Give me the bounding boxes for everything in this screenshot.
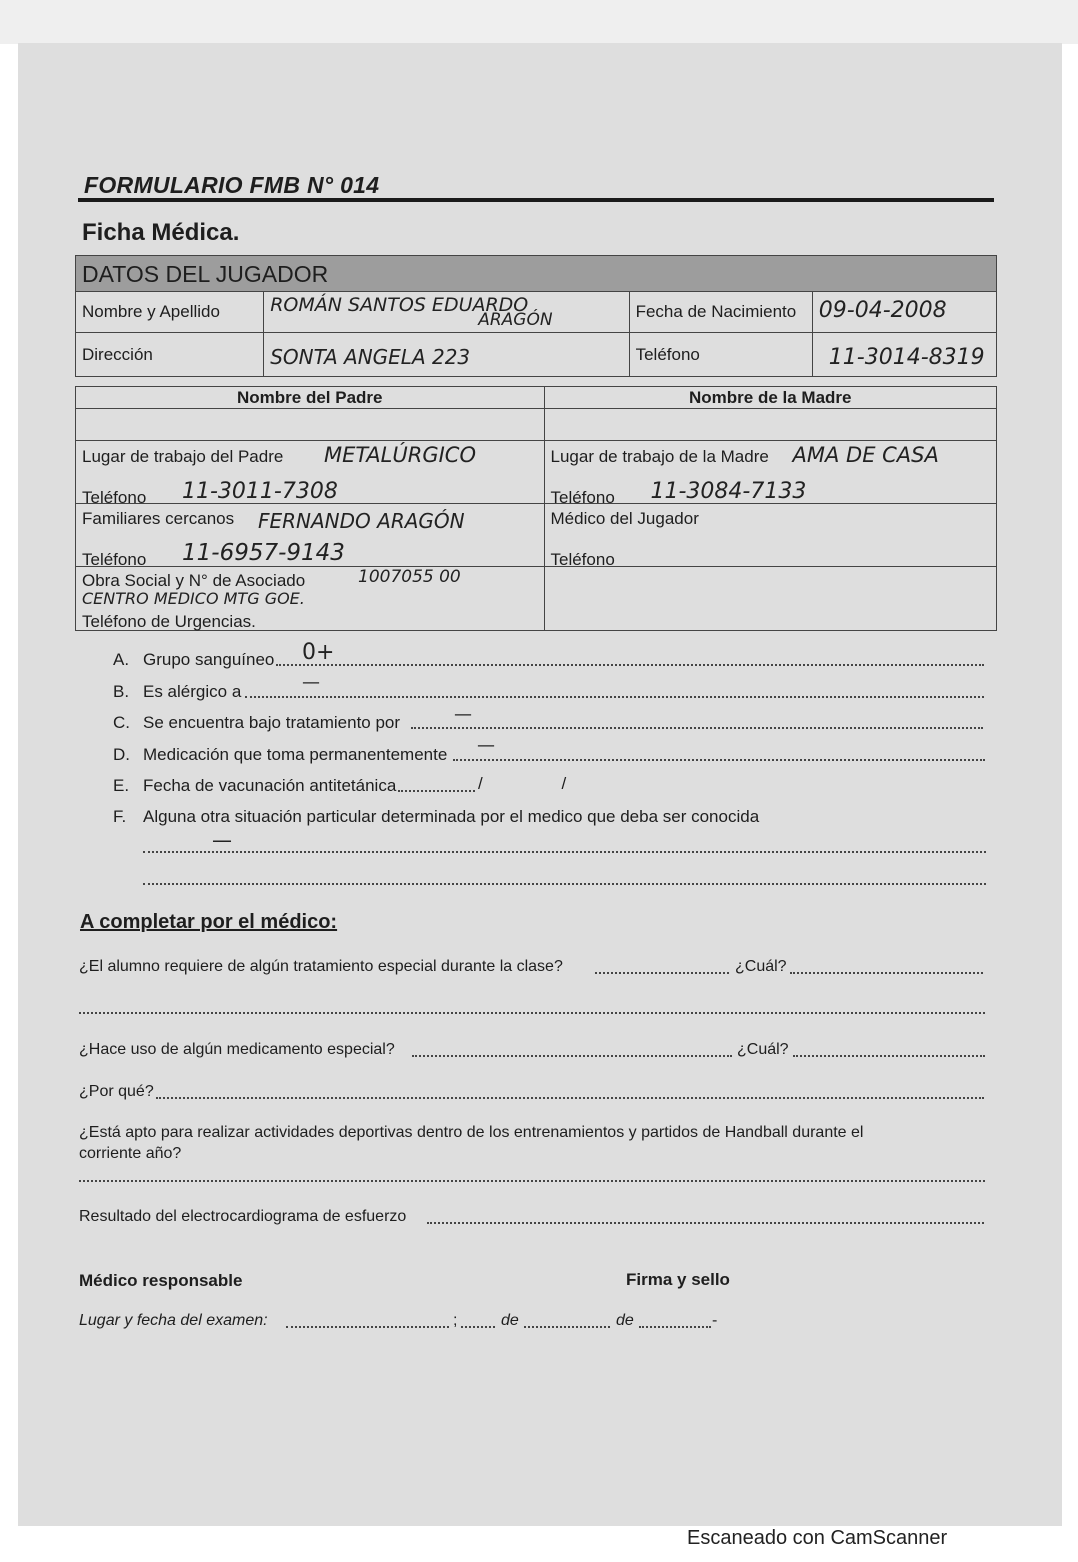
question-letter: A. [113, 650, 130, 669]
mother-phone-label: Teléfono [550, 488, 615, 507]
answer-line[interactable] [276, 664, 984, 666]
answer-line[interactable] [156, 1097, 984, 1099]
answer-line[interactable] [143, 883, 986, 885]
doctor-cell[interactable] [544, 504, 997, 567]
question-text: Es alérgico a [143, 682, 242, 701]
address-label: Dirección [76, 333, 264, 377]
address-cell[interactable] [264, 333, 629, 377]
form-code: FORMULARIO FMB N° 014 [84, 172, 380, 198]
doctor-question-2-which: ¿Cuál? [737, 1041, 789, 1058]
de-label-1: de [501, 1312, 519, 1329]
mother-work-label: Lugar de trabajo de la Madre [550, 447, 769, 466]
name-label: Nombre y Apellido [76, 292, 264, 333]
phone-value: 11-3014-8319 [828, 345, 985, 370]
answer-line[interactable] [79, 1012, 985, 1014]
question-letter: C. [113, 713, 130, 732]
answer-line[interactable] [245, 696, 984, 698]
month-line[interactable] [524, 1326, 610, 1328]
question-letter: F. [113, 807, 127, 826]
place-date-label: Lugar y fecha del examen: [79, 1312, 268, 1329]
question-letter: E. [113, 776, 130, 795]
name-cell[interactable] [264, 292, 629, 333]
question-answer: — [302, 672, 320, 693]
question-text: Fecha de vacunación antitetánica [143, 776, 397, 795]
question-letter: B. [113, 682, 130, 701]
doctor-question-4-line1: ¿Está apto para realizar actividades deportivas dentro de los entrenamientos y partidos de Handball durante el [79, 1124, 864, 1141]
mother-header: Nombre de la Madre [544, 387, 997, 409]
question-answer: — [212, 828, 232, 852]
parents-table [75, 386, 997, 631]
question-answer: 0+ [302, 640, 335, 665]
birth-cell[interactable] [812, 292, 996, 333]
empty-cell [544, 567, 997, 631]
year-line[interactable] [639, 1326, 711, 1328]
answer-line[interactable] [412, 1055, 732, 1057]
insurance-name: CENTRO MEDICO MTG GOE. [82, 589, 305, 608]
birth-value: 09-04-2008 [818, 298, 947, 323]
doctor-phone-label: Teléfono [550, 550, 615, 569]
relatives-label: Familiares cercanos [82, 509, 235, 528]
doctor-question-3: ¿Por qué? [79, 1083, 154, 1100]
relatives-phone-value: 11-6957-9143 [182, 540, 345, 566]
day-line[interactable] [461, 1326, 495, 1328]
player-section-header: DATOS DEL JUGADOR [76, 256, 997, 292]
semicolon: ; [453, 1312, 458, 1329]
phone-cell[interactable] [812, 333, 996, 377]
father-work-label: Lugar de trabajo del Padre [82, 447, 284, 466]
question-answer: / / [476, 774, 646, 794]
answer-line[interactable] [143, 851, 986, 853]
doctor-question-4-line2: corriente año? [79, 1145, 182, 1162]
father-header: Nombre del Padre [76, 387, 545, 409]
father-phone-label: Teléfono [82, 488, 147, 507]
answer-line[interactable] [427, 1222, 984, 1224]
father-name-cell[interactable] [76, 409, 545, 441]
answer-line[interactable] [595, 972, 729, 974]
answer-line[interactable] [411, 727, 983, 729]
insurance-label: Obra Social y N° de Asociado [82, 571, 306, 590]
scanner-top-bar [0, 0, 1078, 44]
answer-line[interactable] [79, 1180, 985, 1182]
name-value-line2: ARAGÓN [478, 310, 553, 330]
doctor-question-1-which: ¿Cuál? [735, 958, 787, 975]
answer-line[interactable] [790, 972, 983, 974]
insurance-number: 1007055 00 [358, 567, 461, 587]
place-line[interactable] [286, 1326, 449, 1328]
de-label-2: de [616, 1312, 634, 1329]
page-title: Ficha Médica. [82, 219, 240, 246]
question-letter: D. [113, 745, 130, 764]
doctor-question-2: ¿Hace uso de algún medicamento especial? [79, 1041, 395, 1058]
answer-line[interactable] [453, 759, 985, 761]
insurance-cell[interactable] [76, 567, 545, 631]
mother-phone-value: 11-3084-7133 [650, 479, 807, 504]
dash-mark: - [712, 1312, 718, 1329]
question-text: Alguna otra situación particular determinada por el medico que deba ser conocida [143, 807, 760, 826]
mother-work-value: AMA DE CASA [792, 443, 939, 467]
question-answer: — [477, 735, 495, 756]
answer-line[interactable] [793, 1055, 985, 1057]
mother-work-cell[interactable] [544, 441, 997, 507]
phone-label: Teléfono [629, 333, 812, 377]
father-work-value: METALÚRGICO [324, 443, 476, 467]
scanner-watermark: Escaneado con CamScanner [687, 1527, 948, 1549]
question-answer: — [454, 704, 472, 725]
question-text: Grupo sanguíneo [143, 650, 275, 669]
relatives-value: FERNANDO ARAGÓN [258, 509, 465, 533]
player-data-table [75, 255, 997, 377]
doctor-question-5: Resultado del electrocardiograma de esfuerzo [79, 1208, 407, 1225]
birth-label: Fecha de Nacimiento [629, 292, 812, 333]
doctor-question-1: ¿El alumno requiere de algún tratamiento especial durante la clase? [79, 958, 563, 975]
father-work-cell[interactable] [76, 441, 545, 507]
responsible-label: Médico responsable [79, 1271, 243, 1290]
relatives-cell[interactable] [76, 504, 545, 567]
header-rule [78, 198, 994, 202]
question-text: Se encuentra bajo tratamiento por [143, 713, 401, 732]
doctor-section-title: A completar por el médico: [80, 911, 338, 933]
address-value: SONTA ANGELA 223 [270, 345, 471, 369]
doctor-label: Médico del Jugador [550, 509, 699, 528]
emergency-label: Teléfono de Urgencias. [82, 612, 256, 631]
question-text: Medicación que toma permanentemente [143, 745, 448, 764]
signature-label: Firma y sello [626, 1270, 730, 1289]
relatives-phone-label: Teléfono [82, 550, 147, 569]
mother-name-cell[interactable] [544, 409, 997, 441]
father-phone-value: 11-3011-7308 [182, 479, 338, 504]
name-value-line1: ROMÁN SANTOS EDUARDO [270, 294, 529, 316]
